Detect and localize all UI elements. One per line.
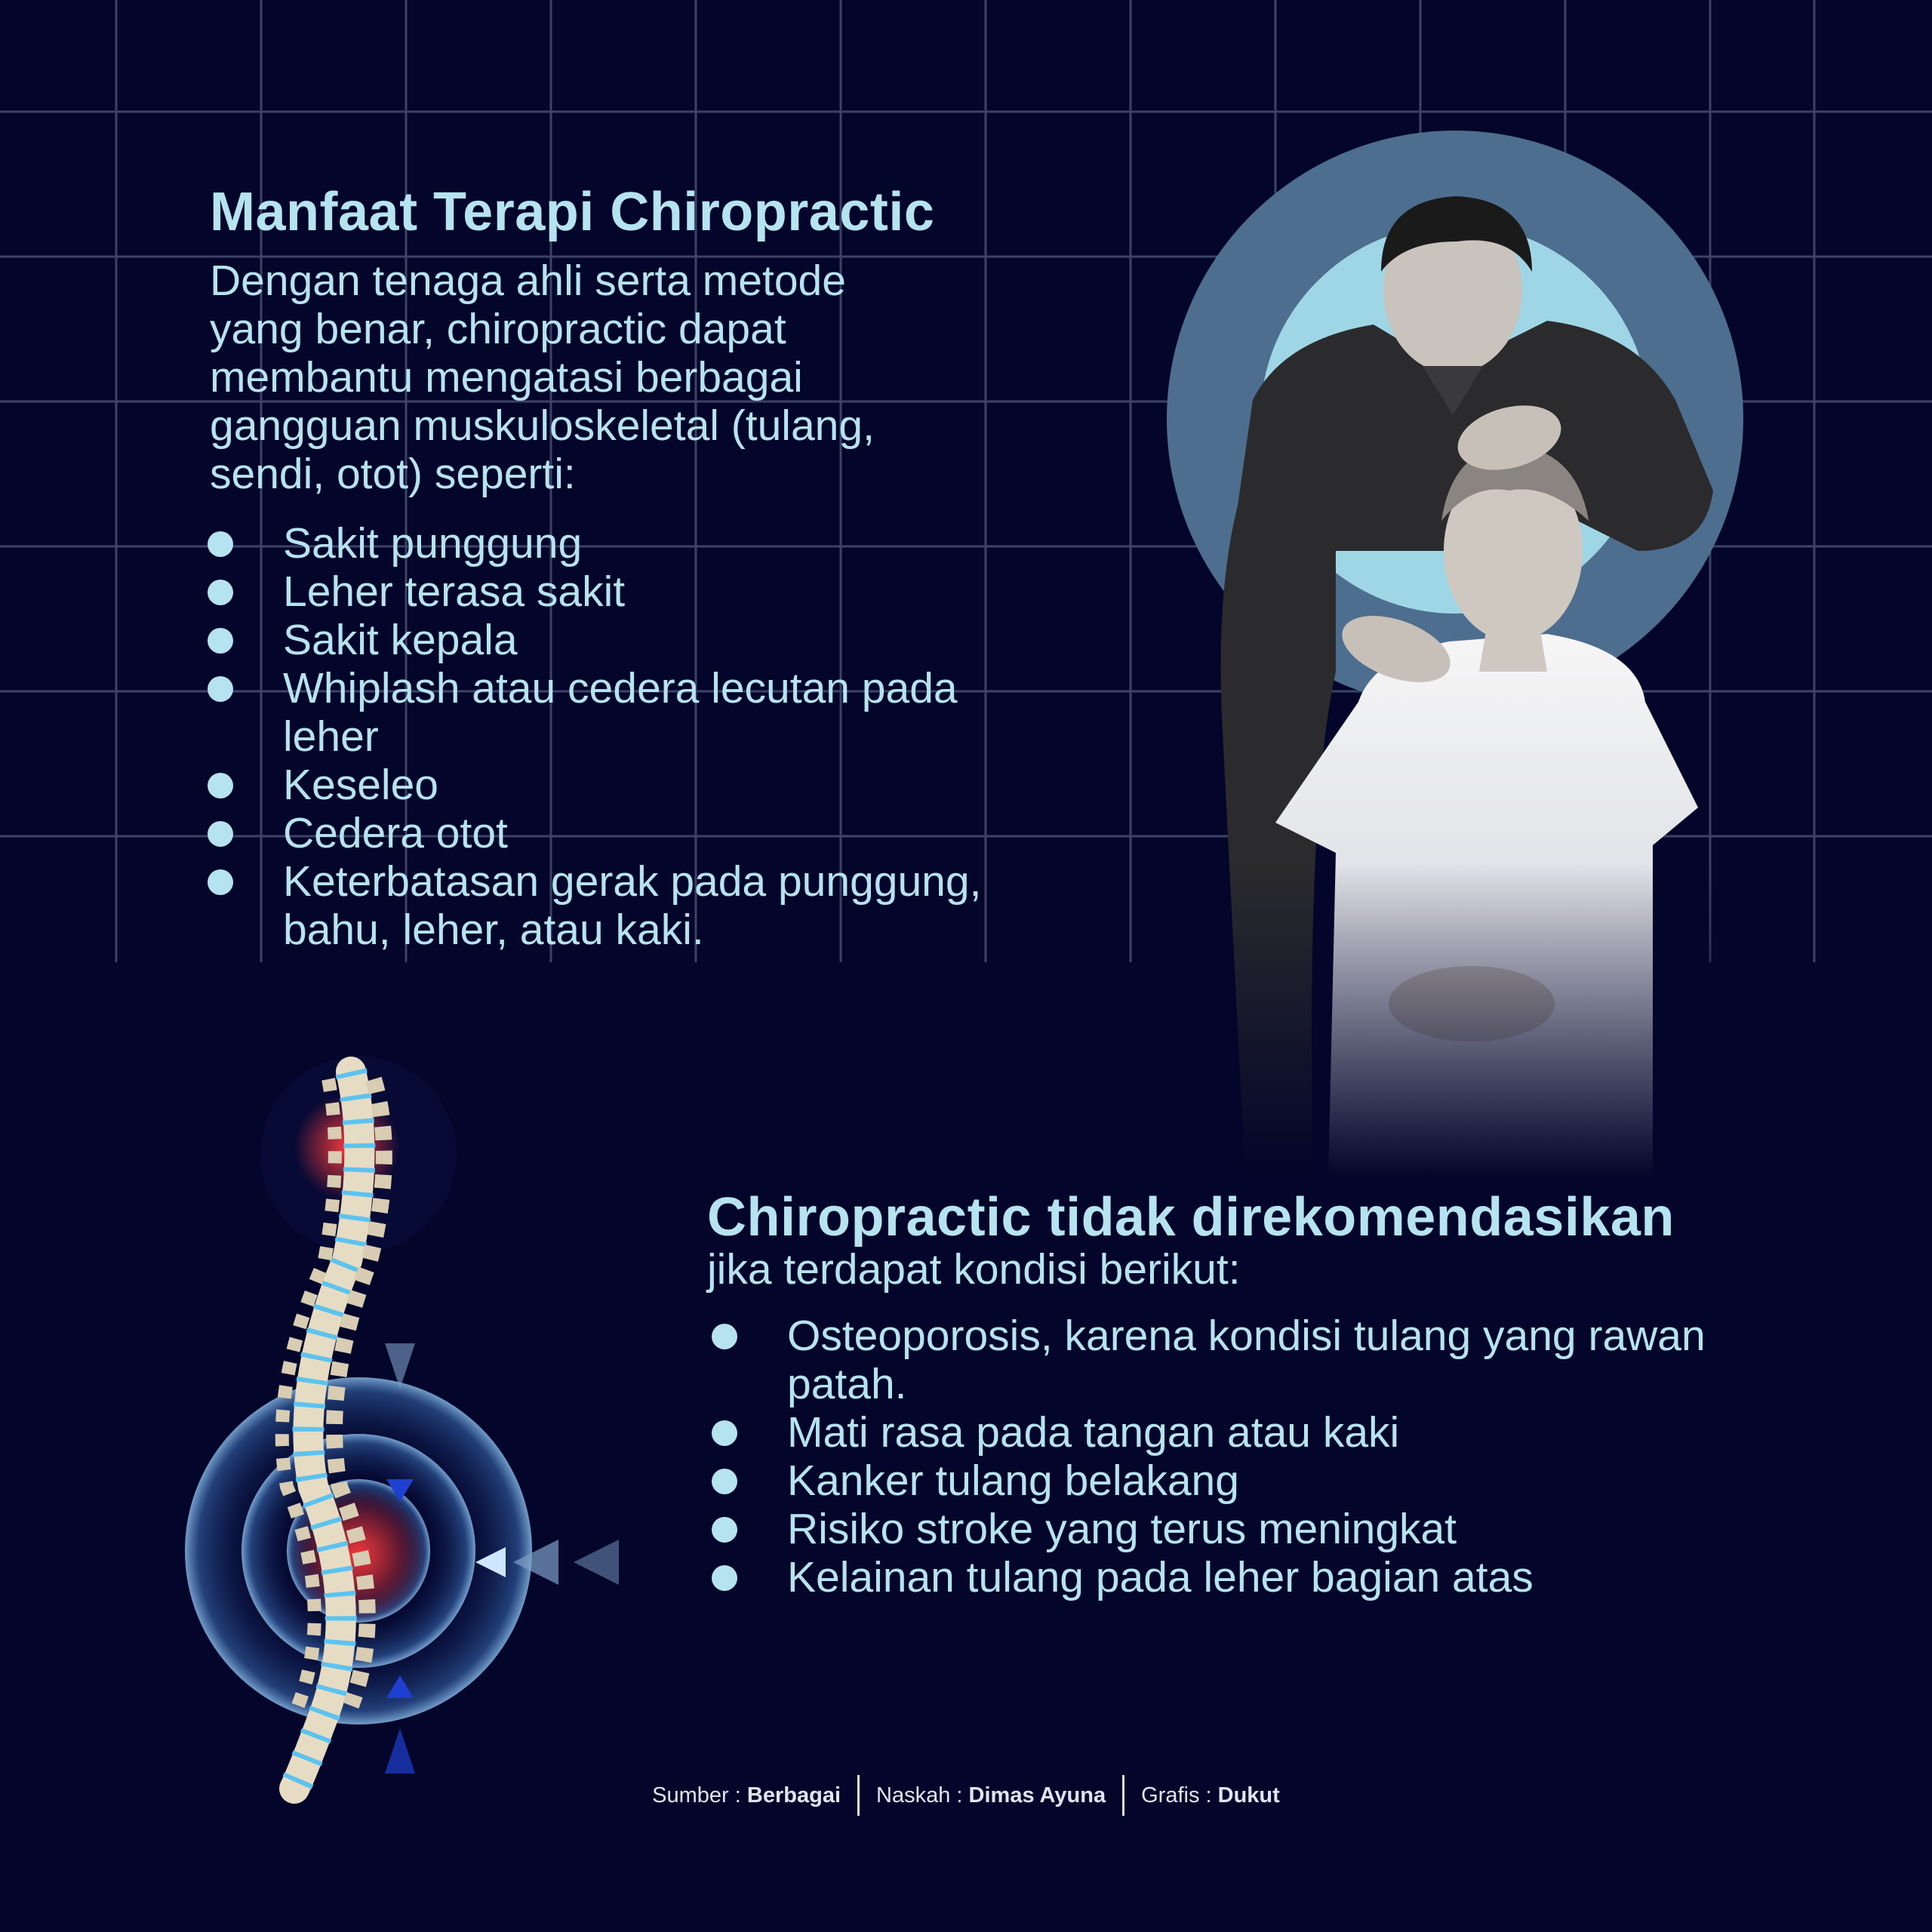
list-item: [208, 664, 962, 761]
list-item: [712, 1505, 1806, 1553]
credit-value: Dimas Ayuna: [968, 1783, 1106, 1807]
list-item-text: Keterbatasan gerak pada punggung, bahu, leher, atau kaki.: [283, 857, 982, 954]
benefits-intro-line: membantu mengatasi berbagai: [210, 353, 803, 401]
credit-source: [635, 1783, 857, 1808]
credit-graphics: [1124, 1783, 1297, 1808]
credit-value: Berbagai: [746, 1783, 841, 1807]
spine-illustration-icon: [181, 1034, 649, 1811]
credit-label: Sumber :: [652, 1783, 741, 1807]
list-item-text: Mati rasa pada tangan atau kaki: [787, 1408, 1400, 1457]
list-item: [208, 809, 1113, 857]
list-item-text: Leher terasa sakit: [283, 568, 626, 616]
benefits-title: Manfaat Terapi Chiropractic: [210, 182, 935, 242]
list-item-text: Kanker tulang belakang: [787, 1457, 1239, 1505]
list-item: [208, 761, 1113, 809]
contraindications-list: [712, 1312, 1806, 1601]
list-item-text: Keseleo: [283, 761, 438, 809]
benefits-intro: [210, 257, 1085, 498]
credit-value: Dukut: [1217, 1783, 1280, 1807]
benefits-intro-line: Dengan tenaga ahli serta metode: [210, 257, 846, 305]
bullet-icon: [712, 1565, 737, 1591]
bullet-icon: [712, 1420, 737, 1446]
bullet-icon: [208, 531, 233, 557]
contraindications-title: Chiropractic tidak direkomendasikan: [707, 1187, 1675, 1247]
bullet-icon: [712, 1517, 737, 1543]
bullet-icon: [208, 869, 233, 895]
benefits-intro-line: sendi, otot) seperti:: [210, 450, 576, 498]
therapist-photo-icon: [1155, 128, 1774, 1177]
list-item: [208, 857, 1038, 954]
benefits-list: [208, 519, 1113, 954]
bullet-icon: [712, 1324, 737, 1349]
list-item-text: Risiko stroke yang terus meningkat: [787, 1505, 1457, 1553]
bullet-icon: [712, 1469, 737, 1494]
benefits-intro-line: gangguan muskuloskeletal (tulang,: [210, 401, 875, 450]
list-item: [712, 1553, 1806, 1601]
contraindications-subtitle: jika terdapat kondisi berikut:: [707, 1245, 1241, 1294]
credit-script: [860, 1783, 1122, 1808]
benefits-intro-line: yang benar, chiropractic dapat: [210, 305, 786, 353]
list-item: [208, 616, 1113, 664]
list-item: [712, 1408, 1806, 1457]
list-item-text: Cedera otot: [283, 809, 508, 857]
list-item-text: Whiplash atau cedera lecutan pada leher: [283, 664, 958, 761]
list-item-text: Osteoporosis, karena kondisi tulang yang rawan patah.: [787, 1312, 1706, 1408]
credit-label: Naskah :: [876, 1783, 963, 1807]
credits-footer: [0, 1775, 1932, 1816]
list-item: [712, 1457, 1806, 1505]
list-item-text: Kelainan tulang pada leher bagian atas: [787, 1553, 1534, 1601]
bullet-icon: [208, 676, 233, 702]
list-item-text: Sakit punggung: [283, 519, 583, 568]
list-item: [208, 568, 1113, 616]
bullet-icon: [208, 628, 233, 654]
credit-label: Grafis :: [1141, 1783, 1212, 1807]
list-item: [712, 1312, 1814, 1408]
list-item-text: Sakit kepala: [283, 616, 518, 664]
bullet-icon: [208, 821, 233, 847]
bullet-icon: [208, 580, 233, 605]
bullet-icon: [208, 773, 233, 798]
list-item: [208, 519, 1113, 568]
